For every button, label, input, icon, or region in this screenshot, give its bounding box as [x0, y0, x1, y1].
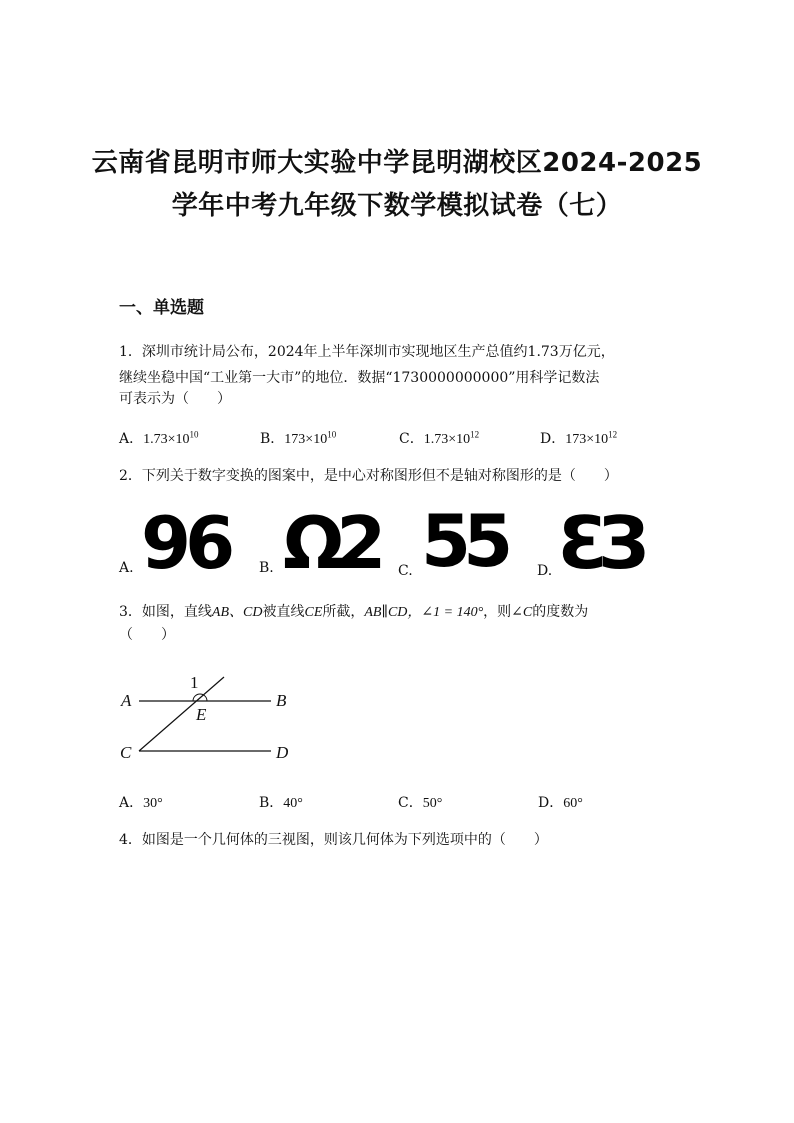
q2-option-b-figure[interactable]: Ω2: [283, 501, 379, 585]
label-e: E: [196, 705, 207, 724]
q3-parallel-lines-figure: [110, 668, 310, 768]
q3-line1: 3．如图，直线AB、CD被直线CE所截，AB∥CD，∠1 = 140°，则∠C的度数为: [119, 604, 589, 620]
q2-option-a-label[interactable]: A.: [119, 560, 134, 576]
q1-line1: 1．深圳市统计局公布，2024年上半年深圳市实现地区生产总值约1.73万亿元，: [119, 344, 615, 360]
label-a: A: [121, 691, 132, 710]
q1-line2: 继续坐稳中国“工业第一大市”的地位．数据“1730000000000”用科学记数法: [119, 370, 600, 386]
q1-options: [119, 428, 739, 450]
q3-option-b[interactable]: B．40°: [259, 795, 303, 811]
line-ce: [139, 677, 224, 751]
q1-option-a[interactable]: A．$1.73\times 10^{10}$: [119, 429, 199, 447]
q2-option-b-label[interactable]: B.: [259, 560, 274, 576]
q2-option-d-label[interactable]: D.: [537, 563, 553, 579]
label-c: C: [120, 743, 132, 762]
exam-title-line1: 云南省昆明市师大实验中学昆明湖校区2024-2025: [91, 148, 703, 178]
q2-option-d-figure[interactable]: ƐЗ: [558, 501, 640, 585]
q4-text: 4．如图是一个几何体的三视图，则该几何体为下列选项中的（ ）: [119, 832, 548, 848]
q1-option-d[interactable]: D．$173\times 10^{12}$: [540, 429, 618, 447]
q1-option-b[interactable]: B．$173\times 10^{10}$: [260, 429, 337, 447]
label-b: B: [276, 691, 287, 710]
exam-title-line2: 学年中考九年级下数学模拟试卷（七）: [171, 191, 623, 221]
section-heading: 一、单选题: [119, 298, 204, 318]
q3-option-c[interactable]: C．50°: [398, 795, 443, 811]
q1-option-c[interactable]: C．$1.73\times 10^{12}$: [399, 429, 480, 447]
q2-option-a-figure[interactable]: 96: [141, 501, 230, 585]
q1-line3: 可表示为（ ）: [119, 391, 231, 407]
label-angle-1: 1: [190, 673, 199, 692]
label-d: D: [276, 743, 289, 762]
q2-text: 2．下列关于数字变换的图案中，是中心对称图形但不是轴对称图形的是（ ）: [119, 468, 618, 484]
q3-options: [119, 792, 739, 814]
q3-line2: （ ）: [119, 627, 175, 643]
q2-option-c-label[interactable]: C.: [398, 563, 413, 579]
q3-option-d[interactable]: D．60°: [538, 795, 583, 811]
q2-option-c-figure[interactable]: 55: [421, 499, 506, 583]
q3-option-a[interactable]: A．30°: [119, 795, 163, 811]
